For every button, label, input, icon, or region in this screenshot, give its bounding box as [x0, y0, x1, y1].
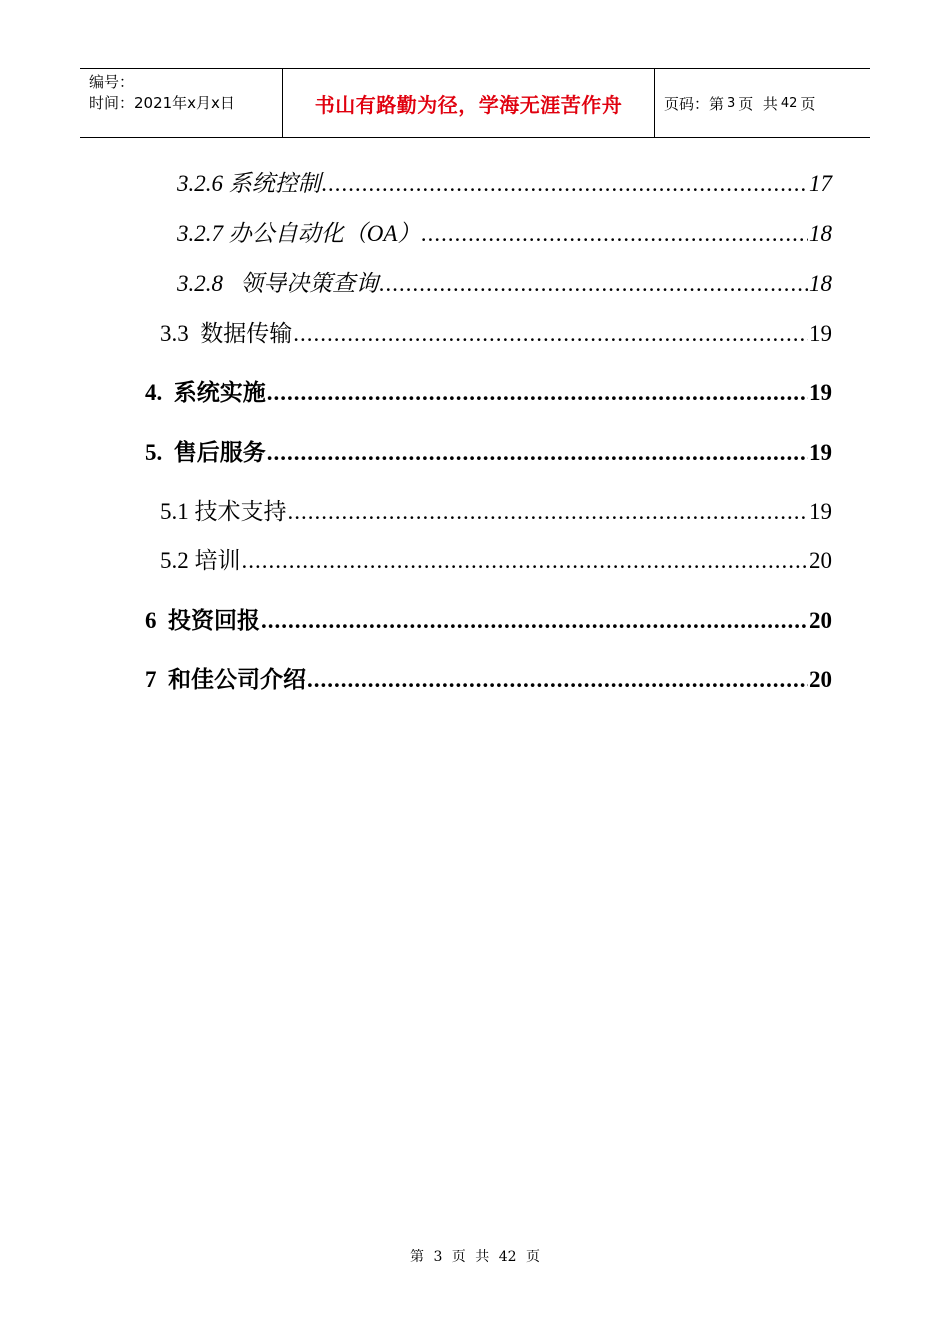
toc-entry[interactable]: [160, 319, 832, 349]
toc-dot-leader: [261, 606, 808, 636]
toc-dot-leader: [242, 546, 809, 576]
toc-entry-page: 19: [809, 499, 832, 524]
toc-entry-page: 18: [809, 221, 832, 246]
toc-entry-label: 7 和佳公司介绍: [145, 667, 306, 692]
page-label-prefix: 页码：第: [664, 94, 725, 113]
toc-entry-page: 19: [809, 321, 832, 346]
toc-dot-leader: [267, 378, 808, 408]
toc-entry[interactable]: [177, 219, 832, 249]
document-date-label: 时间：2021年x月x日: [89, 94, 235, 112]
toc-entry-page: 20: [809, 548, 832, 573]
toc-entry[interactable]: [177, 269, 832, 299]
toc-entry-page: 17: [809, 171, 832, 196]
toc-entry-label: 5.2 培训: [160, 548, 241, 573]
toc-entry-label: 4. 系统实施: [145, 380, 266, 405]
header-meta: [80, 69, 282, 137]
toc-entry-label: 3.2.7 办公自动化（OA）: [177, 221, 421, 246]
toc-entry-label: 5. 售后服务: [145, 440, 266, 465]
toc-entry[interactable]: [145, 665, 832, 695]
toc-entry[interactable]: [145, 606, 832, 636]
toc-dot-leader: [322, 169, 808, 199]
toc-entry-label: 3.2.6 系统控制: [177, 171, 321, 196]
header-page-info: [655, 69, 870, 137]
page-total: 42: [780, 95, 798, 111]
toc-dot-leader: [307, 665, 808, 695]
toc-entry-label: 6 投资回报: [145, 608, 260, 633]
toc-entry[interactable]: [145, 438, 832, 468]
toc-dot-leader: [288, 497, 809, 527]
toc-dot-leader: [379, 269, 808, 299]
page-header: [80, 68, 870, 138]
toc-entry[interactable]: [177, 169, 832, 199]
toc-entry-page: 19: [809, 380, 832, 405]
toc-entry-label: 3.3 数据传输: [160, 321, 293, 346]
toc-dot-leader: [421, 219, 808, 249]
toc-entry-label: 3.2.8 领导决策查询: [177, 271, 379, 296]
toc-entry[interactable]: [160, 546, 832, 576]
toc-entry[interactable]: [145, 378, 832, 408]
page-label-mid: 页 共: [738, 94, 778, 113]
header-motto: 书山有路勤为径，学海无涯苦作舟: [314, 92, 623, 117]
page-label-suffix: 页: [800, 94, 816, 113]
toc-entry-label: 5.1 技术支持: [160, 499, 287, 524]
header-motto-cell: [282, 69, 655, 137]
page-footer: 第 3 页 共 42 页: [410, 1249, 540, 1265]
toc-dot-leader: [267, 438, 808, 468]
toc-entry-page: 18: [809, 271, 832, 296]
toc-entry-page: 19: [809, 440, 832, 465]
toc-entry-page: 20: [809, 667, 832, 692]
toc-dot-leader: [293, 319, 808, 349]
page-current: 3: [727, 95, 736, 111]
toc-entry-page: 20: [809, 608, 832, 633]
toc-entry[interactable]: [160, 497, 832, 527]
document-number-label: 编号：: [89, 73, 135, 91]
